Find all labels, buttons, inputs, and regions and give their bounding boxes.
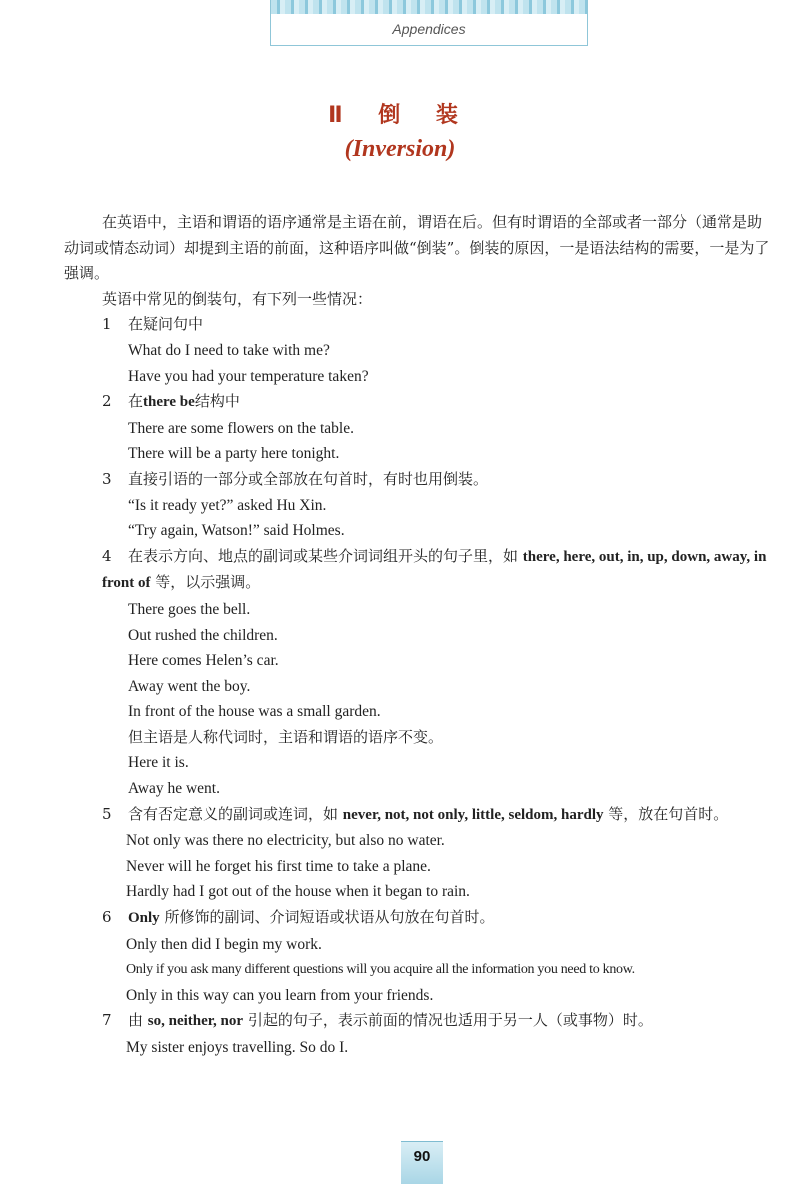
item-heading-tail: 结构中: [194, 392, 240, 411]
example-line: Only in this way can you learn from your friends.: [126, 986, 434, 1004]
example-line: Only if you ask many different questions will you acquire all the information you need to know.: [126, 962, 635, 978]
rule-item: [64, 905, 776, 932]
example-line: Out rushed the children.: [128, 626, 278, 644]
example-line: Have you had your temperature taken?: [128, 367, 369, 385]
item-number: 2: [102, 392, 112, 411]
example-line: Not only was there no electricity, but also no water.: [126, 832, 445, 850]
item-heading: 含有否定意义的副词或连词，如: [128, 804, 343, 823]
item-number: 7: [102, 1011, 112, 1030]
item-number: 4: [102, 546, 112, 565]
example-line: There goes the bell.: [128, 600, 251, 618]
example-line: “Try again, Watson!” said Holmes.: [128, 522, 345, 540]
page-title-zh: Ⅱ 倒 装: [328, 103, 472, 128]
example-line: Here it is.: [128, 754, 189, 772]
item-note: 但主语是人称代词时，主语和谓语的语序不变。: [128, 727, 444, 746]
item-number: 3: [102, 469, 112, 488]
rule-item: [64, 467, 776, 493]
rule-item: [64, 312, 776, 338]
item-heading-tail: 等，以示强调。: [150, 573, 261, 592]
rule-item: [64, 1008, 776, 1035]
header-band: [270, 0, 588, 46]
example-line: Only then did I begin my work.: [126, 935, 322, 953]
example-line: Here comes Helen’s car.: [128, 652, 279, 670]
example-line: What do I need to take with me?: [128, 341, 330, 359]
example-line: Never will he forget his first time to take a plane.: [126, 857, 431, 875]
item-number: 1: [102, 315, 112, 334]
example-line: Hardly had I got out of the house when it began to rain.: [126, 883, 470, 901]
item-heading-tail: 等，放在句首时。: [603, 804, 729, 823]
item-number: 5: [102, 804, 112, 823]
item-heading-tail: 引起的句子，表示前面的情况也适用于另一人（或事物）时。: [243, 1011, 653, 1030]
intro-lead: 英语中常见的倒装句，有下列一些情况：: [102, 289, 373, 308]
item-heading: 直接引语的一部分或全部放在句首时，有时也用倒装。: [128, 469, 489, 488]
item-heading: 在表示方向、地点的副词或某些介词词组开头的句子里，如: [128, 546, 523, 565]
example-line: In front of the house was a small garden.: [128, 703, 381, 721]
example-line: Away he went.: [128, 780, 220, 798]
item-heading: 在: [128, 392, 144, 411]
rule-item: [64, 544, 776, 597]
example-line: My sister enjoys travelling. So do I.: [126, 1039, 349, 1056]
section-label: Appendices: [392, 21, 466, 37]
item-keyword: there, here, out, in, up, down, away, in front of: [102, 548, 767, 592]
rule-item: [64, 802, 776, 829]
item-keyword: never, not, not only, little, seldom, hardly: [342, 806, 604, 823]
item-keyword: there be: [143, 394, 195, 411]
item-keyword: Only: [128, 910, 160, 927]
page-number: 90: [401, 1141, 443, 1184]
rule-item: [64, 389, 776, 416]
intro-paragraph: 在英语中，主语和谓语的语序通常是主语在前，谓语在后。但有时谓语的全部或者一部分（通常是助动词或情态动词）却提到主语的前面，这种语序叫做“倒装”。倒装的原因，一是语法结构的需要，一是为了强调。: [64, 213, 770, 283]
example-line: There will be a party here tonight.: [128, 445, 340, 463]
header-decoration: [271, 0, 587, 14]
item-number: 6: [102, 908, 112, 927]
item-heading: 在疑问句中: [128, 315, 204, 334]
item-heading: 由: [128, 1011, 148, 1030]
example-line: There are some flowers on the table.: [128, 419, 354, 437]
main-content: [64, 210, 776, 1061]
example-line: Away went the boy.: [128, 677, 251, 695]
item-keyword: so, neither, nor: [147, 1013, 244, 1030]
item-heading-tail: 所修饰的副词、介词短语或状语从句放在句首时。: [159, 908, 495, 927]
page-title-en: (Inversion): [344, 136, 456, 162]
example-line: “Is it ready yet?” asked Hu Xin.: [128, 496, 327, 514]
